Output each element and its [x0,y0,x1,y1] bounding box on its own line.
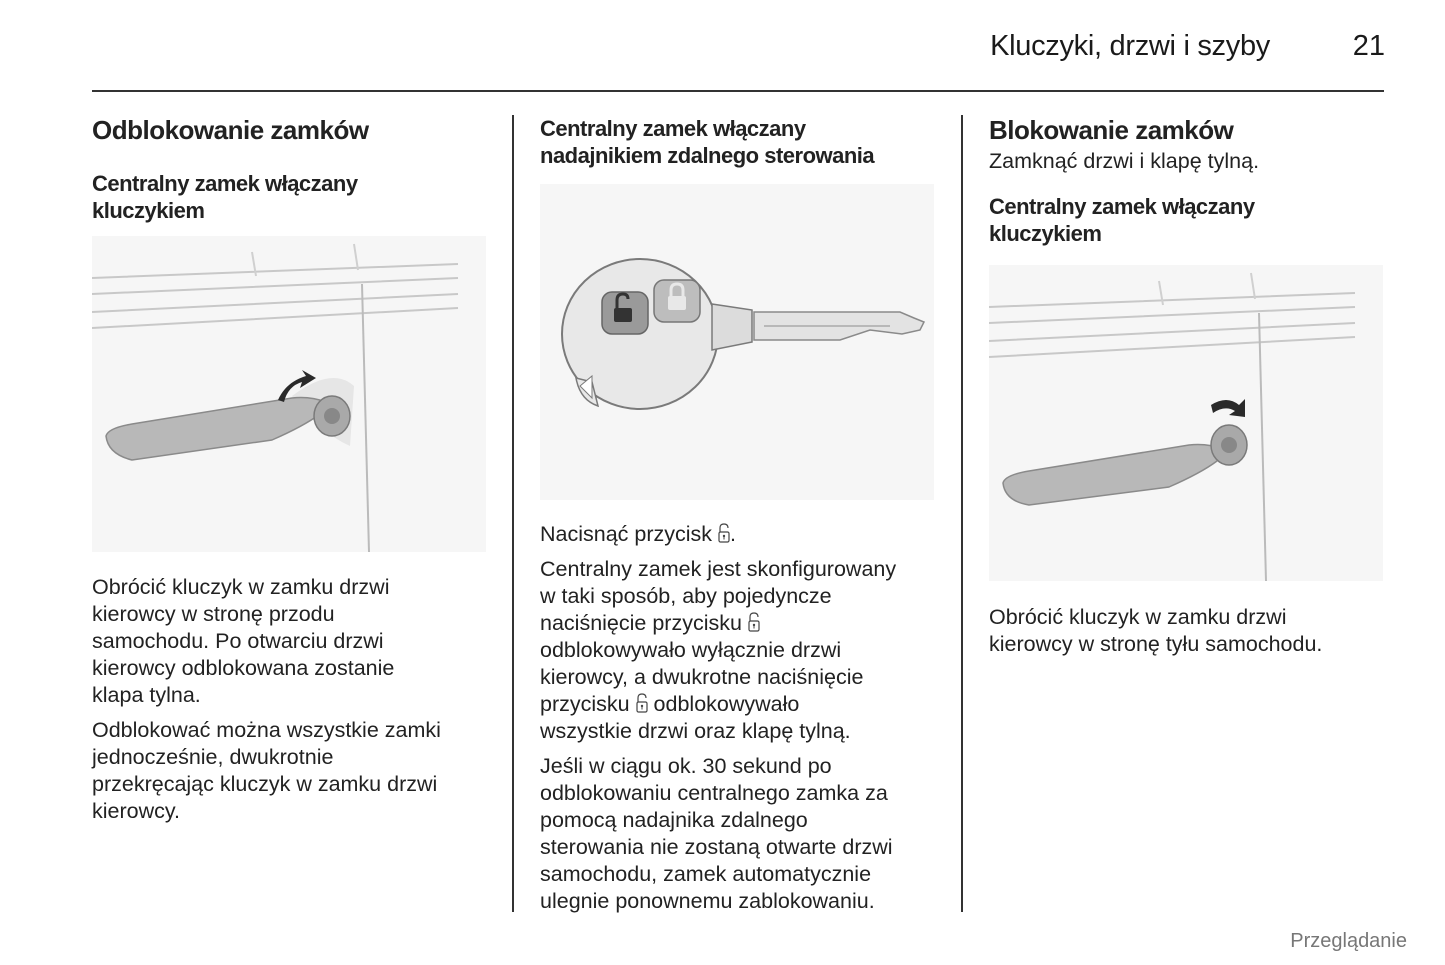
text-line: kierowcy, a dwukrotne naciśnięcie [540,665,864,689]
para-press-button [540,521,950,548]
para-auto-relock [540,753,950,915]
column-divider-2 [961,115,963,912]
subheading-line: nadajnikiem zdalnego sterowania [540,143,875,168]
subheading-line: Centralny zamek włączany [989,194,1255,219]
text-line: kierowcy w stronę tyłu samochodu. [989,632,1323,656]
text-line: Centralny zamek jest skonfigurowany [540,557,897,581]
text-line: wszystkie drzwi oraz klapę tylną. [540,719,851,743]
subheading-line: kluczykiem [989,221,1102,246]
page-number: 21 [1352,30,1385,62]
unlock-symbol-icon [636,693,648,713]
column-remote [540,115,940,169]
para-unlock-key [92,574,492,709]
subheading-line: Centralny zamek włączany [540,116,806,141]
text-span: Nacisnąć przycisk [540,522,719,546]
subheading-line: kluczykiem [92,198,205,223]
section-heading-unlocking: Odblokowanie zamków [92,115,369,145]
text-line: kierowcy odblokowana zostanie [92,656,395,680]
subheading-line: Centralny zamek włączany [92,171,358,196]
column-unlocking [92,115,492,224]
column3-text [989,604,1389,658]
text-line: przekręcając kluczyk w zamku drzwi [92,772,438,796]
text-line: kierowcy w stronę przodu [92,602,335,626]
column2-text [540,521,950,915]
remote-key-illustration [540,184,934,500]
text-line [540,610,950,637]
section-heading-locking: Blokowanie zamków [989,115,1234,145]
text-line: Obrócić kluczyk w zamku drzwi [92,575,390,599]
para-configured [540,556,950,745]
text-line: odblokowywało wyłącznie drzwi [540,638,842,662]
text-line: samochodu, zamek automatycznie [540,862,872,886]
column-locking [989,115,1389,247]
text-span: naciśnięcie przycisku [540,611,748,635]
text-line [540,691,950,718]
text-line: ulegnie ponownemu zablokowaniu. [540,889,875,913]
text-line: samochodu. Po otwarciu drzwi [92,629,384,653]
column-divider-1 [512,115,514,912]
door-handle-unlock-illustration [92,236,486,552]
subheading-key-central-lock [92,170,492,224]
text-line: Jeśli w ciągu ok. 30 sekund po [540,754,832,778]
subheading-key-central-lock [989,193,1389,247]
text-line: Obrócić kluczyk w zamku drzwi [989,605,1287,629]
text-line: pomocą nadajnika zdalnego [540,808,808,832]
header-rule [92,90,1384,92]
text-line: odblokowaniu centralnego zamka za [540,781,888,805]
unlock-symbol-icon [718,523,730,543]
text-span: odblokowywało [647,692,800,716]
text-line: klapa tylna. [92,683,201,707]
text-line: sterowania nie zostaną otwarte drzwi [540,835,893,859]
text-line: kierowcy. [92,799,181,823]
unlock-symbol-icon [748,612,760,632]
text-line: w taki sposób, aby pojedyncze [540,584,832,608]
para-unlock-all [92,717,492,825]
locking-intro: Zamknąć drzwi i klapę tylną. [989,149,1260,173]
chapter-title: Kluczyki, drzwi i szyby [990,30,1270,62]
text-span: . [730,522,736,546]
browse-link[interactable]: Przeglądanie [1290,930,1407,952]
text-line: jednocześnie, dwukrotnie [92,745,334,769]
column1-text [92,574,492,825]
door-handle-lock-illustration [989,265,1383,581]
text-span: przycisku [540,692,636,716]
text-line: Odblokować można wszystkie zamki [92,718,441,742]
